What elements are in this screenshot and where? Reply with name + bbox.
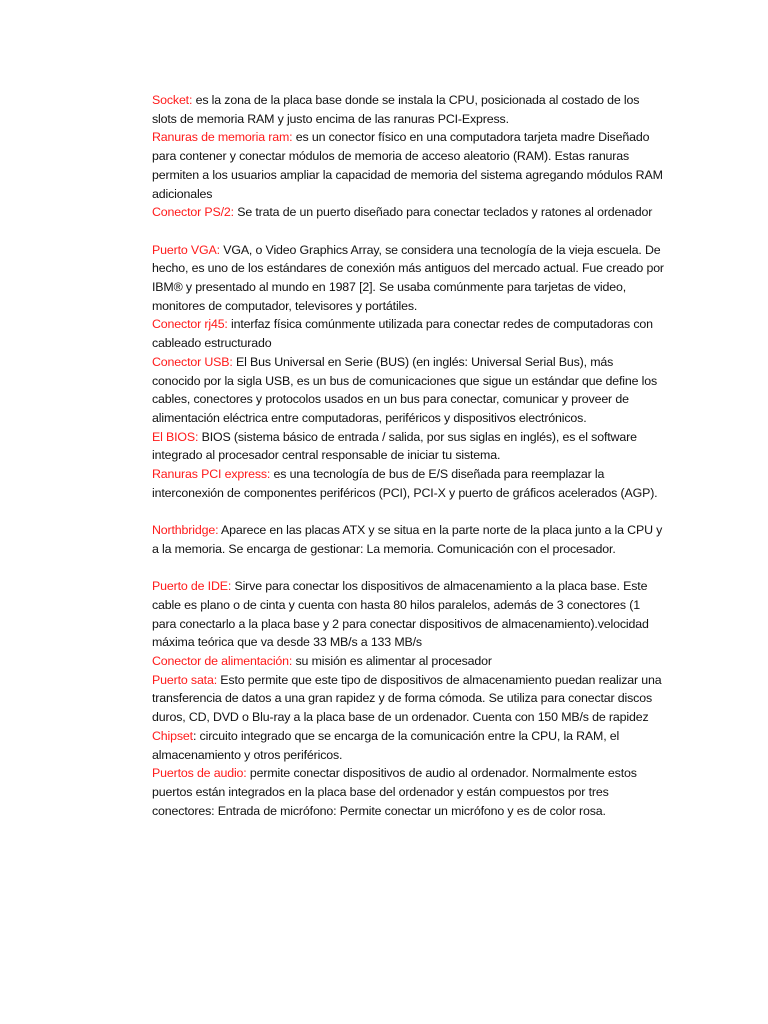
term-label: El BIOS: xyxy=(152,429,199,444)
term-label: Chipset xyxy=(152,728,193,743)
entry-ranuras-memoria-ram xyxy=(152,128,664,203)
entry-puertos-audio xyxy=(152,764,664,820)
term-description: es la zona de la placa base donde se instala la CPU, posicionada al costado de los slots de memoria RAM y justo encima de las ranuras PCI-Express. xyxy=(152,93,640,126)
term-label: Puertos de audio: xyxy=(152,766,247,781)
entry-puerto-vga xyxy=(152,241,664,316)
term-description: su misión es alimentar al procesador xyxy=(292,654,492,669)
entry-puerto-ide xyxy=(152,577,664,652)
term-description: Sirve para conectar los dispositivos de almacenamiento a la placa base. Este cable es plano o de cinta y cuenta con hasta 80 hilos paralelos, además de 3 conectores (1 para conectarlo a la placa base y 2 para conectar dispositivos de almacenamiento).velocidad máxima teórica que va desde 33 MB/s a 133 MB/s xyxy=(152,579,649,650)
term-description: Esto permite que este tipo de dispositivos de almacenamiento puedan realizar una transferencia de datos a una gran rapidez y de forma cómoda. Se utiliza para conectar discos duros, CD, DVD o Blu-ray a la placa base de un ordenador. Cuenta con 150 MB/s de rapidez xyxy=(152,672,662,725)
entry-puerto-sata xyxy=(152,671,664,727)
term-description: permite conectar dispositivos de audio al ordenador. Normalmente estos puertos están integrados en la placa base del ordenador y están compuestos por tres conectores: Entrada de micrófono: Permite conectar un micrófono y es de color rosa. xyxy=(152,766,637,818)
term-label: Conector USB: xyxy=(152,354,233,369)
term-description: interfaz física comúnmente utilizada para conectar redes de computadoras con cableado estructurado xyxy=(152,317,653,351)
term-description: El Bus Universal en Serie (BUS) (en inglés: Universal Serial Bus), más conocido por la sigla USB, es un bus de comunicaciones que sigue un estándar que define los cables, conectores y protocolos usados en un bus para conectar, comunicar y proveer de alimentación eléctrica entre computadoras, periféricos y dispositivos electrónicos. xyxy=(152,354,658,425)
entry-conector-usb xyxy=(152,353,664,428)
entry-conector-rj45 xyxy=(152,315,664,352)
entry-bios xyxy=(152,428,664,465)
term-label: Ranuras de memoria ram: xyxy=(152,130,293,145)
term-description: es un conector físico en una computadora tarjeta madre Diseñado para contener y conectar módulos de memoria de acceso aleatorio (RAM). Estas ranuras permiten a los usuarios ampliar la capacidad de memoria del sistema agregando módulos RAM adicionales xyxy=(152,130,663,201)
term-description: VGA, o Video Graphics Array, se considera una tecnología de la vieja escuela. De hecho, es uno de los estándares de conexión más antiguos del mercado actual. Fue creado por IBM® y presentado al mundo en 1987 [2]. Se usaba comúnmente para tarjetas de video, monitores de computador, televisores y portátiles. xyxy=(152,242,664,313)
entry-conector-ps2 xyxy=(152,203,664,222)
term-description: BIOS (sistema básico de entrada / salida, por sus siglas en inglés), es el software integrado al procesador central responsable de iniciar tu sistema. xyxy=(152,429,637,463)
term-label: Puerto VGA: xyxy=(152,242,220,257)
term-description: es una tecnología de bus de E/S diseñada para reemplazar la interconexión de componentes periféricos (PCI), PCI-X y puerto de gráficos acelerados (AGP). xyxy=(152,467,658,500)
term-description: Aparece en las placas ATX y se situa en la parte norte de la placa junto a la CPU y a la memoria. Se encarga de gestionar: La memoria. Comunicación con el procesador. xyxy=(152,523,663,556)
term-label: Puerto sata: xyxy=(152,672,218,687)
term-description: Se trata de un puerto diseñado para conectar teclados y ratones al ordenador xyxy=(233,205,653,220)
term-description: : circuito integrado que se encarga de la comunicación entre la CPU, la RAM, el almacenamiento y otros periféricos. xyxy=(152,728,620,762)
term-label: Conector PS/2: xyxy=(152,205,234,220)
term-label: Socket: xyxy=(152,93,193,107)
term-label: Northbridge: xyxy=(152,523,219,538)
term-label: Puerto de IDE: xyxy=(152,579,232,594)
entry-socket xyxy=(152,91,664,128)
entry-chipset xyxy=(152,727,664,764)
entry-ranuras-pci-express xyxy=(152,465,664,502)
term-label: Conector de alimentación: xyxy=(152,654,293,669)
entry-conector-alimentacion xyxy=(152,652,664,671)
document-body xyxy=(152,91,664,820)
term-label: Ranuras PCI express: xyxy=(152,467,271,482)
term-label: Conector rj45: xyxy=(152,317,228,332)
entry-northbridge xyxy=(152,521,664,558)
